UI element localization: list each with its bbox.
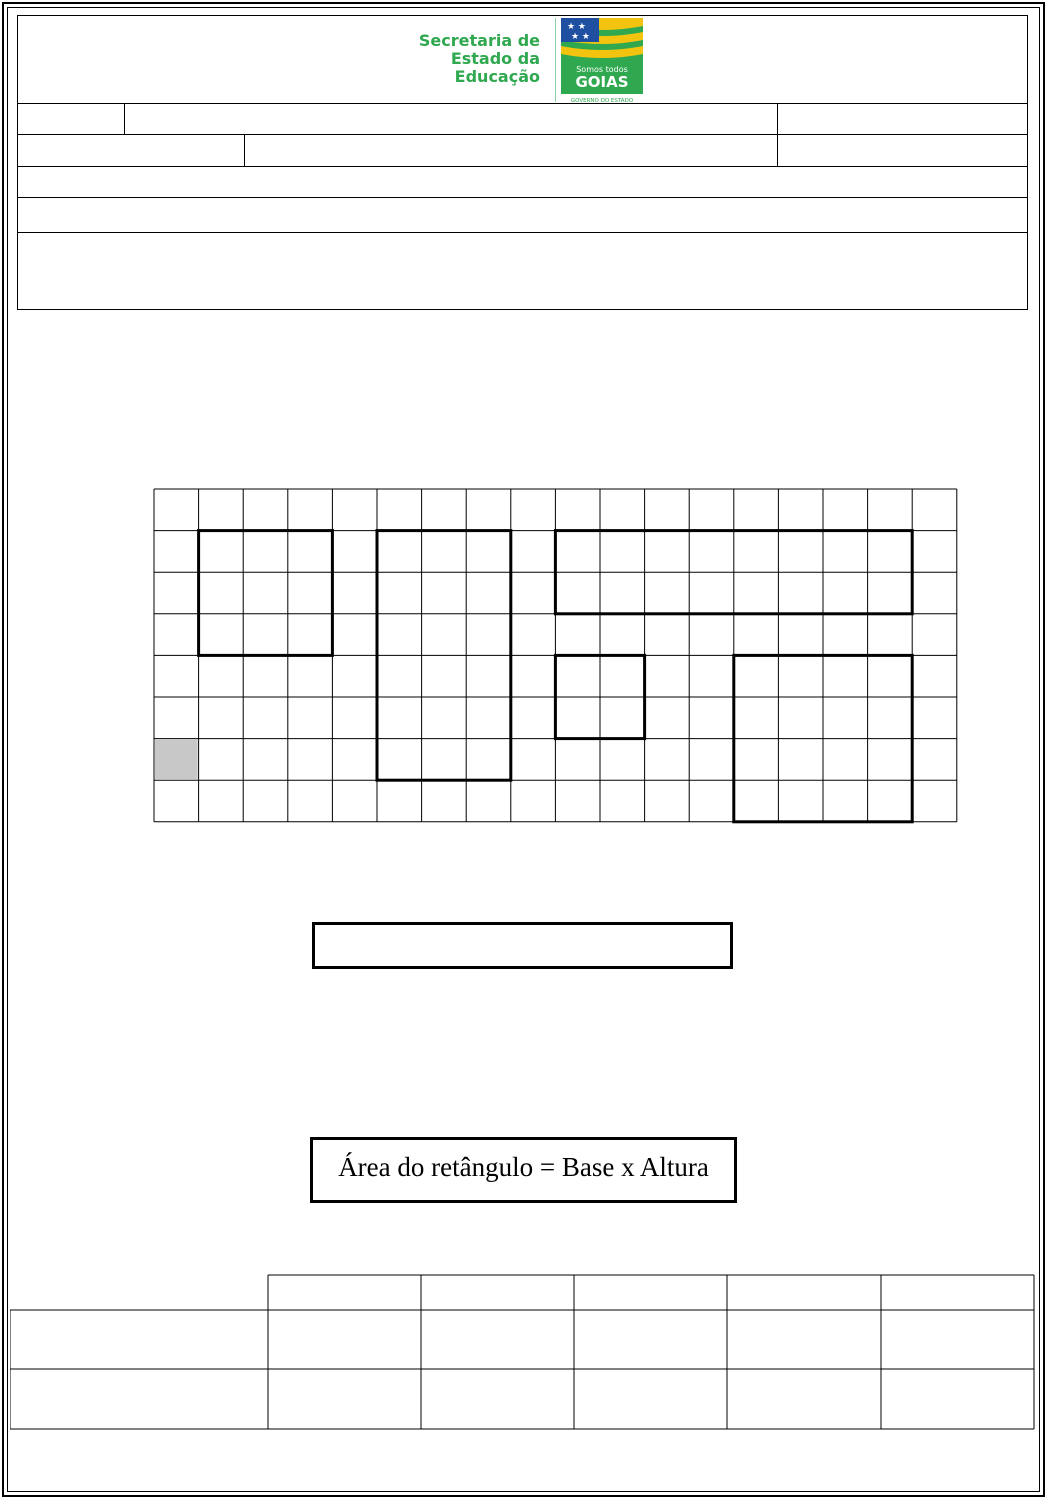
answer-box[interactable] [312,922,733,969]
badge-small: Somos todos [576,65,628,74]
formula-text: Área do retângulo = Base x Altura [338,1151,709,1182]
header-row-line [18,103,1027,104]
header-col-line [777,103,778,166]
goias-flag-icon [561,18,643,104]
logo-line-3: Educação [454,67,540,86]
header-row-line [18,166,1027,167]
logo-separator [555,18,556,102]
header-form [17,15,1028,310]
badge-footer: GOVERNO DO ESTADO [570,98,634,104]
unit-square-shaded [155,740,198,780]
header-row-line [18,232,1027,233]
svg-text:★ ★: ★ ★ [571,32,590,42]
logo-text [403,32,540,86]
formula-box [310,1137,737,1203]
rect-a [199,531,333,656]
svg-text:★ ★: ★ ★ [567,22,586,32]
header-col-line [244,134,245,166]
header-col-line [124,103,125,134]
secretaria-logo [403,16,645,104]
logo-line-2: Estado da [450,49,540,68]
header-row-line [18,134,1027,135]
answer-table [10,1274,1040,1434]
logo-line-1: Secretaria de [418,31,540,50]
badge-big: GOIAS [575,73,629,91]
square-grid [150,485,962,827]
header-row-line [18,197,1027,198]
